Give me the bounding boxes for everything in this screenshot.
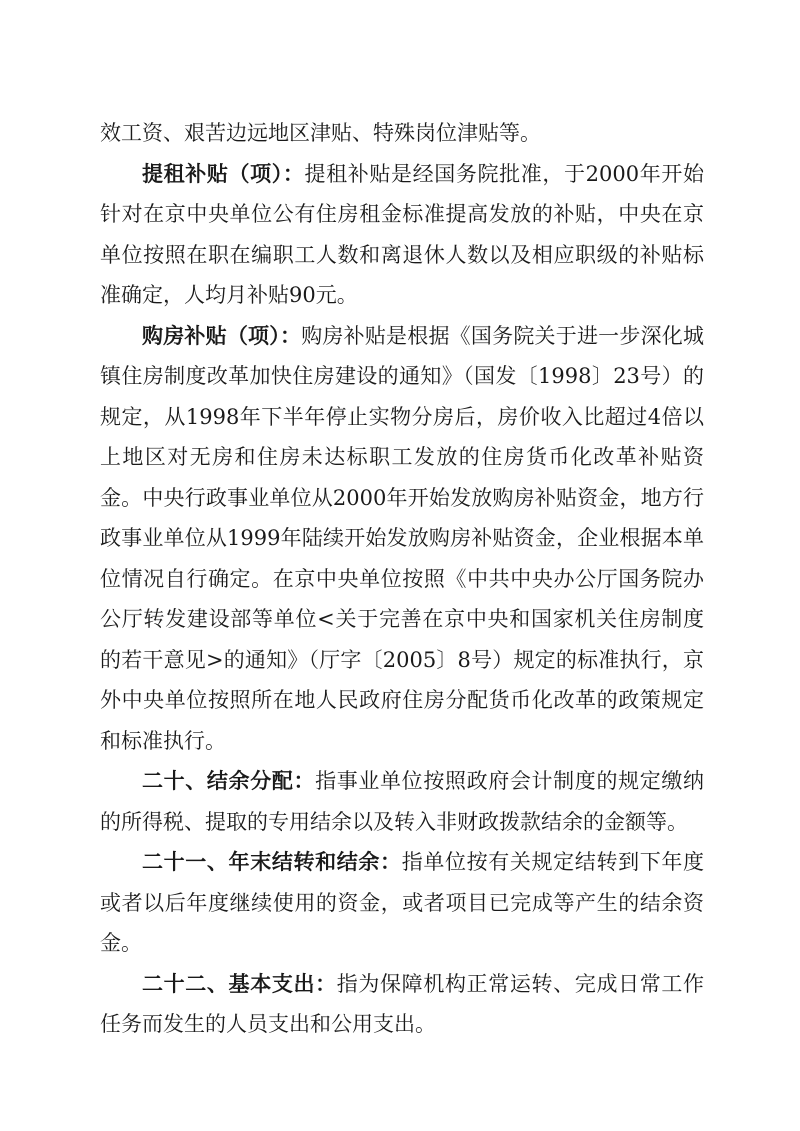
term-heading: 购房补贴（项）： [142, 323, 302, 348]
term-heading: 提租补贴（项）： [142, 161, 305, 186]
paragraph-rent-subsidy [100, 154, 704, 316]
paragraph-text: 提租补贴是经国务院批准，于2000年开始针对在京中央单位公有住房租金标准提高发放的补贴，中央在京单位按照在职在编职工人数和离退休人数以及相应职级的补贴标准确定，人均月补贴90元。 [100, 161, 704, 307]
paragraph-text: 指事业单位按照政府会计制度的规定缴纳的所得税、提取的专用结余以及转入非财政拨款结余的金额等。 [100, 769, 705, 834]
term-heading: 二十、结余分配： [142, 769, 316, 793]
paragraph-text: 指为保障机构正常运转、完成日常工作任务而发生的人员支出和公用支出。 [100, 971, 705, 1036]
term-heading: 二十二、基本支出： [142, 971, 337, 996]
paragraph-basic-expenditure [100, 964, 704, 1045]
paragraph-housing-purchase-subsidy [100, 316, 704, 762]
document-body [100, 113, 704, 1045]
paragraph-salary-continuation [100, 113, 704, 154]
paragraph-surplus-distribution [100, 761, 704, 842]
paragraph-text: 效工资、艰苦边远地区津贴、特殊岗位津贴等。 [100, 121, 541, 145]
term-heading: 二十一、年末结转和结余： [142, 850, 402, 874]
paragraph-text: 购房补贴是根据《国务院关于进一步深化城镇住房制度改革加快住房建设的通知》（国发〔1998〕23号）的规定，从1998年下半年停止实物分房后，房价收入比超过4倍以上地区对无房和住房未达标职工发放的住房货币化改革补贴资金。中央行政事业单位从2000年开始发放购房补贴资金，地方行政事业单位从1999年陆续开始发放购房补贴资金，企业根据本单位情况自行确定。在京中央单位按照《中共中央办公厅国务院办公厅转发建设部等单位<关于完善在京中央和国家机关住房制度的若干意见>的通知》（厅字〔2005〕8号）规定的标准执行，京外中央单位按照所在地人民政府住房分配货币化改革的政策规定和标准执行。 [100, 323, 705, 753]
paragraph-text: 指单位按有关规定结转到下年度或者以后年度继续使用的资金，或者项目已完成等产生的结余资金。 [100, 850, 705, 955]
paragraph-year-end-carryover [100, 842, 704, 964]
